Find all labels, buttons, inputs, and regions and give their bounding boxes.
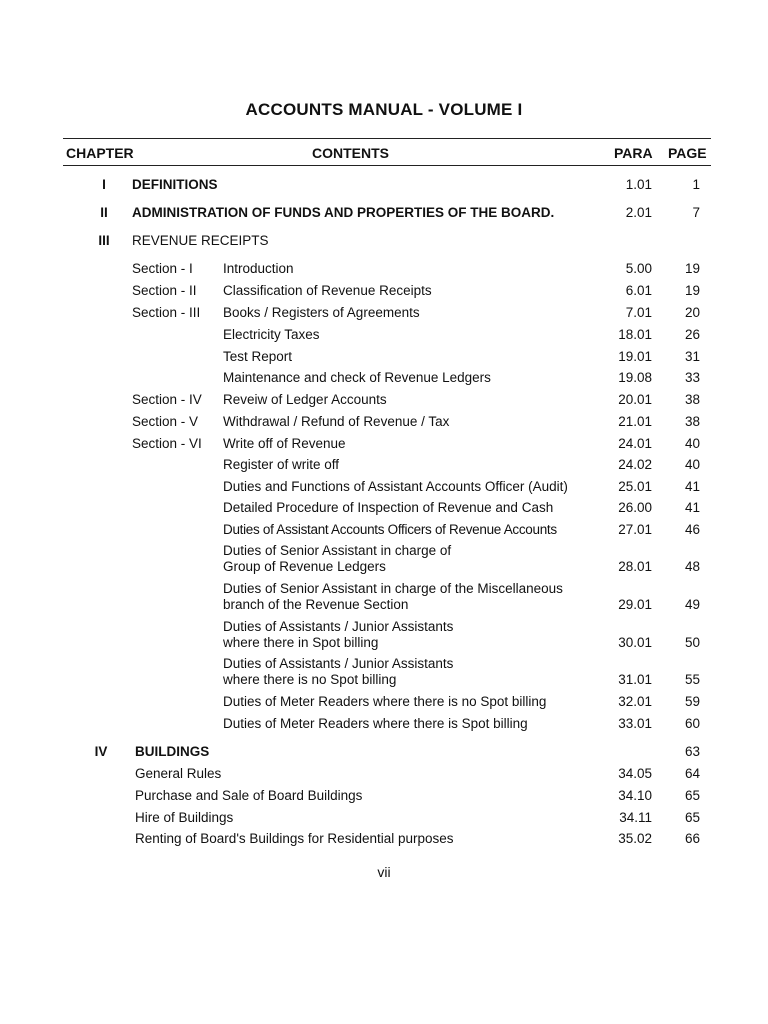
page-number: 41: [684, 479, 700, 494]
page-number: 65: [684, 788, 700, 803]
section-label: Section - IV: [132, 392, 202, 407]
para-number: 33.01: [618, 716, 652, 731]
para-number: 6.01: [625, 283, 652, 298]
entry-title: Register of write off: [223, 457, 340, 472]
page-number: 33: [684, 370, 700, 385]
para-number: 24.01: [618, 436, 652, 451]
page-number: 40: [684, 457, 700, 472]
page-number: 40: [684, 436, 700, 451]
para-number: 1.01: [625, 177, 652, 192]
page-number: 38: [684, 414, 700, 429]
para-number: 7.01: [625, 305, 652, 320]
entry-title-line1: Duties of Assistants / Junior Assistants: [223, 656, 454, 671]
entry-title-line1: Duties of Senior Assistant in charge of: [223, 543, 452, 558]
page-number: 20: [684, 305, 700, 320]
para-number: 25.01: [618, 479, 652, 494]
chapter-title: REVENUE RECEIPTS: [132, 233, 269, 248]
page-number-footer: vii: [377, 864, 391, 880]
section-label: Section - II: [132, 283, 197, 298]
para-number: 27.01: [618, 522, 652, 537]
entry-title: Test Report: [223, 349, 293, 364]
page-number: 63: [684, 744, 700, 759]
para-number: 34.05: [618, 766, 652, 781]
entry-title: Write off of Revenue: [223, 436, 346, 451]
para-number: 34.10: [618, 788, 652, 803]
entry-title: Duties of Assistant Accounts Officers of Revenue Accounts: [223, 522, 557, 537]
entry-title: Electricity Taxes: [223, 327, 320, 342]
section-label: Section - III: [132, 305, 201, 320]
entry-title-line2: Group of Revenue Ledgers: [223, 559, 386, 574]
chapter-number: I: [102, 177, 106, 192]
para-number: 19.01: [618, 349, 652, 364]
para-number: 34.11: [619, 810, 652, 825]
header-top-rule: [63, 138, 711, 139]
header-page: PAGE: [668, 145, 707, 161]
entry-title: Duties and Functions of Assistant Accounts Officer (Audit): [223, 479, 568, 494]
section-label: Section - I: [132, 261, 193, 276]
entry-title: Duties of Meter Readers where there is Spot billing: [223, 716, 528, 731]
chapter-title: DEFINITIONS: [132, 177, 218, 192]
chapter-number: IV: [94, 744, 108, 759]
para-number: 26.00: [618, 500, 652, 515]
entry-title-line2: where there is no Spot billing: [223, 672, 397, 687]
page-number: 46: [684, 522, 700, 537]
chapter-title: BUILDINGS: [135, 744, 210, 759]
para-number: 20.01: [618, 392, 652, 407]
page-number: 65: [684, 810, 700, 825]
page-number: 41: [684, 500, 700, 515]
para-number: 29.01: [618, 597, 652, 612]
para-number: 5.00: [625, 261, 652, 276]
header-contents: CONTENTS: [312, 145, 389, 161]
entry-title: General Rules: [135, 766, 222, 781]
page-number: 60: [684, 716, 700, 731]
page-number: 64: [684, 766, 700, 781]
page-number: 55: [684, 672, 700, 687]
entry-title-line2: branch of the Revenue Section: [223, 597, 409, 612]
entry-title-line1: Duties of Assistants / Junior Assistants: [223, 619, 454, 634]
entry-title-line1: Duties of Senior Assistant in charge of the Miscellaneous: [223, 581, 563, 596]
para-number: 19.08: [618, 370, 652, 385]
entry-title: Withdrawal / Refund of Revenue / Tax: [223, 414, 450, 429]
page-number: 50: [684, 635, 700, 650]
entry-title: Duties of Meter Readers where there is no Spot billing: [223, 694, 547, 709]
header-para: PARA: [614, 145, 653, 161]
page-number: 31: [684, 349, 700, 364]
page-number: 59: [684, 694, 700, 709]
entry-title: Detailed Procedure of Inspection of Revenue and Cash: [223, 500, 554, 515]
header-bottom-rule: [63, 165, 711, 166]
para-number: 32.01: [618, 694, 652, 709]
chapter-number: II: [100, 205, 108, 220]
entry-title: Renting of Board's Buildings for Residential purposes: [135, 831, 454, 846]
document-title: ACCOUNTS MANUAL - VOLUME I: [245, 100, 523, 119]
chapter-title: ADMINISTRATION OF FUNDS AND PROPERTIES OF THE BOARD.: [132, 205, 555, 220]
entry-title: Reveiw of Ledger Accounts: [223, 392, 387, 407]
entry-title: Introduction: [223, 261, 294, 276]
section-label: Section - VI: [132, 436, 202, 451]
page-number: 49: [684, 597, 700, 612]
page-number: 38: [684, 392, 700, 407]
para-number: 35.02: [618, 831, 652, 846]
page-number: 19: [684, 261, 700, 276]
page-number: 7: [692, 205, 700, 220]
entry-title: Purchase and Sale of Board Buildings: [135, 788, 363, 803]
para-number: 30.01: [618, 635, 652, 650]
section-label: Section - V: [132, 414, 199, 429]
para-number: 2.01: [625, 205, 652, 220]
chapter-number: III: [98, 233, 110, 248]
page-number: 1: [692, 177, 700, 192]
entry-title: Hire of Buildings: [135, 810, 234, 825]
page-number: 26: [684, 327, 700, 342]
para-number: 31.01: [618, 672, 652, 687]
entry-title: Books / Registers of Agreements: [223, 305, 420, 320]
para-number: 18.01: [618, 327, 652, 342]
page-number: 66: [684, 831, 700, 846]
entry-title: Classification of Revenue Receipts: [223, 283, 432, 298]
entry-title: Maintenance and check of Revenue Ledgers: [223, 370, 491, 385]
page-number: 48: [684, 559, 700, 574]
page-number: 19: [684, 283, 700, 298]
para-number: 24.02: [618, 457, 652, 472]
header-chapter: CHAPTER: [66, 145, 134, 161]
para-number: 21.01: [618, 414, 652, 429]
para-number: 28.01: [618, 559, 652, 574]
entry-title-line2: where there in Spot billing: [223, 635, 379, 650]
